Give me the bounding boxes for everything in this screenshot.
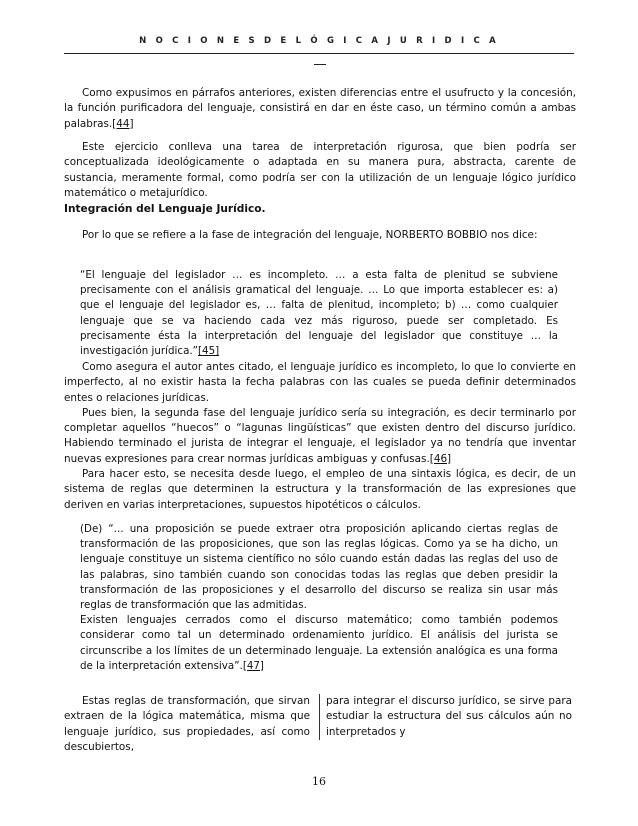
footnote-link-45[interactable]: [45] (198, 345, 220, 358)
block-quote-2 (80, 522, 558, 674)
section-heading: Integración del Lenguaje Jurídico. (64, 203, 266, 215)
paragraph-4-6 (64, 360, 576, 513)
page-number: 16 (312, 775, 326, 788)
quote-1-text: “El lenguaje del legislador … es incompleto. … a esta falta de plenitud se subviene precisamente con el análisis gramatical del lenguaje. … Lo que importa establecer es: a) que el lenguaje del legislador es, … falta de plenitud, incompleto; b) … como cualquier lenguaje que se va haciendo cada vez más riguroso, puede ser completado. Es precisamente ésta la interpretación del lenguaje del legislador que constituye … la investigación jurídica.” (80, 269, 558, 358)
quote-2b-text: Existen lenguajes cerrados como el discurso matemático; como también podemos considerar como tal un determinado ordenamiento jurídico. El análisis del jurista se circunscribe a los límites de un determinado lenguaje. La extensión analógica es una forma de la interpretación extensiva”. (80, 614, 558, 672)
column-divider (319, 694, 320, 740)
column-right: para integrar el discurso jurídico, se sirve para estudiar la estructura del sus cálculos aún no interpretados y (326, 695, 572, 738)
column-left: Estas reglas de transformación, que sirvan extraen de la lógica matemática, misma que lenguaje jurídico, sus propiedades, así como descubiertos, (64, 695, 310, 753)
paragraph-2 (64, 140, 576, 201)
paragraph-2-text: Este ejercicio conlleva una tarea de interpretación rigurosa, que bien podría ser conceptualizada ideológicamente o adaptada en su manera pura, abstracta, carente de sustancia, meramente formal, como podría ser con la utilización de un lenguaje lógico jurídico matemático o metajurídico. (64, 141, 576, 199)
block-quote-bobbio (80, 268, 558, 359)
header-rule-tail (314, 64, 326, 65)
paragraph-6-text: Para hacer esto, se necesita desde luego, el empleo de una sintaxis lógica, es decir, de un sistema de reglas que determinen la estructura y la transformación de las expresiones que deriven en varias interpretaciones, supuestos hipotéticos o cálculos. (64, 468, 576, 511)
footnote-link-47[interactable]: [47] (242, 659, 264, 672)
quote-2a-text: (De) “… una proposición se puede extraer otra proposición aplicando ciertas reglas de transformación de las proposiciones, que son las reglas lógicas. Como ya se ha dicho, un lenguaje constituye un sistema científico no sólo cuando están dadas las reglas del uso de las palabras, sino también cuando son conocidas todas las reglas que deben presidir la transformación de las proposiciones y el desarrollo del discurso se realiza sin usar más reglas de transformación que las admitidas. (80, 523, 558, 612)
paragraph-3 (64, 228, 576, 243)
paragraph-3-text: Por lo que se refiere a la fase de integración del lenguaje, NORBERTO BOBBIO nos dice: (82, 229, 538, 241)
footnote-link-44[interactable]: [44] (112, 117, 134, 130)
footnote-link-46[interactable]: [46] (429, 452, 452, 465)
paragraph-4-text: Como asegura el autor antes citado, el lenguaje jurídico es incompleto, lo que lo convierte en imperfecto, al no existir hasta la fecha palabras con las cuales se pueda definir determinados entes o relaciones jurídicas. (64, 361, 576, 404)
paragraph-5-text: Pues bien, la segunda fase del lenguaje jurídico sería su integración, es decir terminarlo por completar aquellos “huecos” o “lagunas lingüísticas” que existen dentro del discurso jurídico. Habiendo terminado el jurista de integrar el lenguaje, el legislador ya no tendría que inventar nuevas expresiones para crear normas jurídicas ambiguas y confusas. (64, 406, 576, 465)
paragraph-1 (64, 86, 576, 132)
running-header: N O C I O N E S D E L Ó G I C A J U R I D I C A (139, 36, 499, 46)
header-rule (64, 53, 574, 54)
paragraph-1-text: Como expusimos en párrafos anteriores, existen diferencias entre el usufructo y la concesión, la función purificadora del lenguaje, consistirá en dar en éste caso, un término común a ambas palabras. (64, 87, 576, 130)
